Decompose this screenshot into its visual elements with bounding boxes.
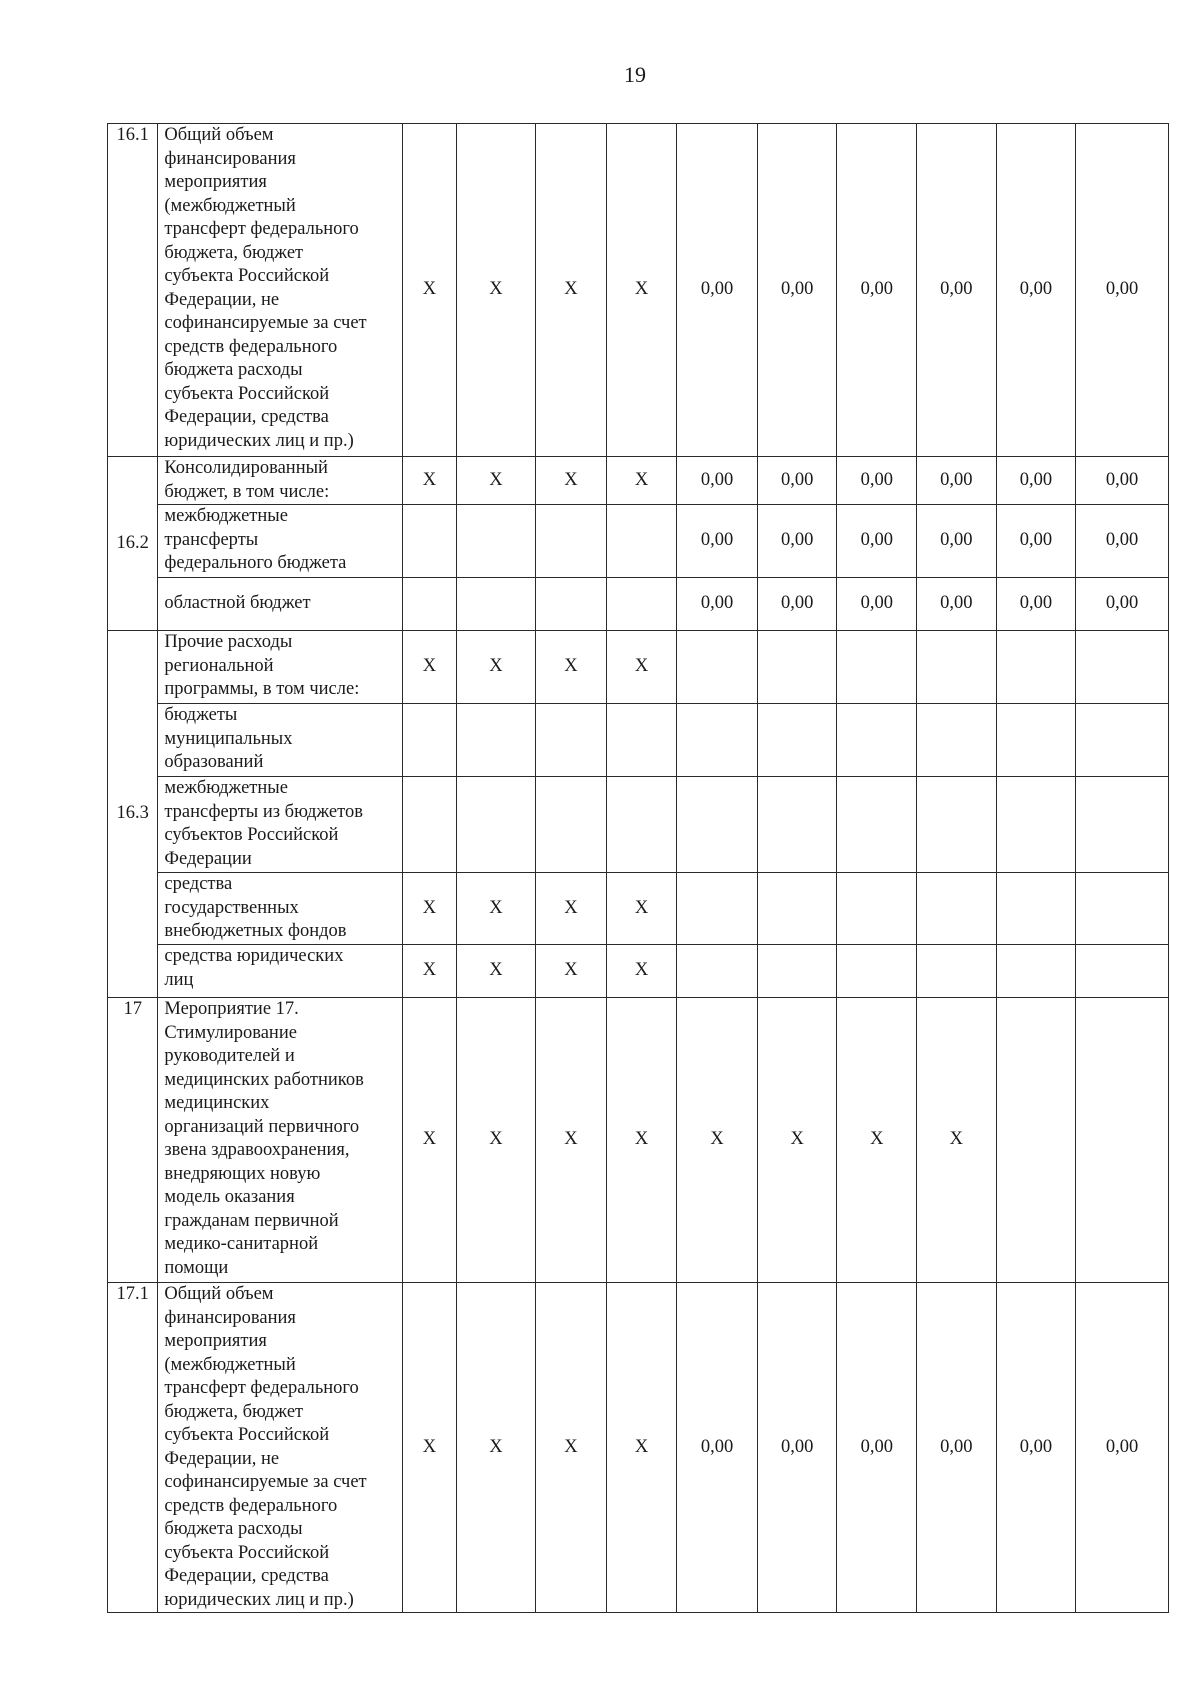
row-description: Прочие расходы региональной программы, в том числе: xyxy=(158,631,403,704)
table-row xyxy=(108,124,1169,457)
value-cell: 0,00 xyxy=(757,505,837,578)
value-cell xyxy=(606,505,677,578)
value-cell: 0,00 xyxy=(837,124,917,457)
value-cell: X xyxy=(456,998,536,1283)
value-cell: X xyxy=(536,1283,607,1613)
value-cell xyxy=(996,998,1076,1283)
value-cell xyxy=(917,631,997,704)
value-cell xyxy=(677,631,758,704)
value-cell: X xyxy=(403,873,456,945)
value-cell: 0,00 xyxy=(917,505,997,578)
value-cell: 0,00 xyxy=(837,505,917,578)
value-cell xyxy=(917,873,997,945)
row-number: 17 xyxy=(108,998,158,1283)
value-cell xyxy=(1076,873,1169,945)
value-cell: X xyxy=(403,998,456,1283)
value-cell: 0,00 xyxy=(837,578,917,631)
value-cell: 0,00 xyxy=(1076,124,1169,457)
financing-table xyxy=(107,123,1169,1613)
table-row xyxy=(108,873,1169,945)
row-description: Мероприятие 17. Стимулирование руководителей и медицинских работников медицинских организаций первичного звена здравоохранения, внедряющих новую модель оказания гражданам первичной медико-санитарной помощи xyxy=(158,998,403,1283)
value-cell: 0,00 xyxy=(1076,457,1169,505)
table-row xyxy=(108,777,1169,873)
value-cell: 0,00 xyxy=(677,505,758,578)
value-cell xyxy=(1076,945,1169,998)
value-cell: 0,00 xyxy=(677,578,758,631)
value-cell xyxy=(536,505,607,578)
value-cell xyxy=(757,873,837,945)
value-cell xyxy=(1076,704,1169,777)
value-cell: X xyxy=(403,457,456,505)
value-cell xyxy=(917,777,997,873)
value-cell xyxy=(837,631,917,704)
value-cell: 0,00 xyxy=(917,457,997,505)
value-cell: X xyxy=(536,124,607,457)
table-row xyxy=(108,578,1169,631)
value-cell: X xyxy=(456,457,536,505)
value-cell xyxy=(837,945,917,998)
value-cell xyxy=(536,578,607,631)
row-number: 16.2 xyxy=(108,457,158,631)
value-cell: X xyxy=(456,124,536,457)
table-row xyxy=(108,998,1169,1283)
table-row xyxy=(108,1283,1169,1613)
value-cell: 0,00 xyxy=(757,1283,837,1613)
row-description: областной бюджет xyxy=(158,578,403,631)
value-cell: X xyxy=(917,998,997,1283)
value-cell xyxy=(677,777,758,873)
value-cell: X xyxy=(606,457,677,505)
row-description: Общий объем финансирования мероприятия (межбюджетный трансферт федерального бюджета, бюджет субъекта Российской Федерации, не софинансируемые за счет средств федерального бюджета расходы субъекта Российской Федерации, средства юридических лиц и пр.) xyxy=(158,124,403,457)
value-cell: 0,00 xyxy=(996,505,1076,578)
table-row xyxy=(108,505,1169,578)
value-cell xyxy=(1076,631,1169,704)
value-cell: 0,00 xyxy=(677,1283,758,1613)
value-cell: X xyxy=(536,945,607,998)
value-cell xyxy=(536,777,607,873)
value-cell xyxy=(456,578,536,631)
value-cell xyxy=(837,777,917,873)
value-cell xyxy=(757,631,837,704)
table-row xyxy=(108,945,1169,998)
row-description: средства юридических лиц xyxy=(158,945,403,998)
value-cell: X xyxy=(403,945,456,998)
value-cell: X xyxy=(536,631,607,704)
value-cell xyxy=(917,704,997,777)
value-cell: 0,00 xyxy=(1076,578,1169,631)
row-description: Общий объем финансирования мероприятия (межбюджетный трансферт федерального бюджета, бюджет субъекта Российской Федерации, не софинансируемые за счет средств федерального бюджета расходы субъекта Российской Федерации, средства юридических лиц и пр.) xyxy=(158,1283,403,1613)
value-cell xyxy=(677,945,758,998)
value-cell xyxy=(996,704,1076,777)
value-cell xyxy=(606,578,677,631)
table-row xyxy=(108,704,1169,777)
row-description: межбюджетные трансферты из бюджетов субъектов Российской Федерации xyxy=(158,777,403,873)
value-cell: X xyxy=(456,945,536,998)
value-cell xyxy=(536,704,607,777)
value-cell: X xyxy=(757,998,837,1283)
value-cell xyxy=(677,873,758,945)
value-cell xyxy=(606,704,677,777)
value-cell: X xyxy=(606,998,677,1283)
value-cell: X xyxy=(536,457,607,505)
row-description: бюджеты муниципальных образований xyxy=(158,704,403,777)
value-cell xyxy=(677,704,758,777)
value-cell xyxy=(996,873,1076,945)
value-cell: X xyxy=(403,631,456,704)
row-description: средства государственных внебюджетных фондов xyxy=(158,873,403,945)
value-cell: X xyxy=(606,1283,677,1613)
value-cell xyxy=(757,777,837,873)
value-cell xyxy=(403,704,456,777)
row-description: Консолидированный бюджет, в том числе: xyxy=(158,457,403,505)
value-cell xyxy=(996,631,1076,704)
value-cell: X xyxy=(606,124,677,457)
value-cell: X xyxy=(456,1283,536,1613)
value-cell: 0,00 xyxy=(996,457,1076,505)
value-cell: X xyxy=(456,873,536,945)
row-number: 17.1 xyxy=(108,1283,158,1613)
value-cell: 0,00 xyxy=(757,124,837,457)
value-cell xyxy=(757,704,837,777)
value-cell: 0,00 xyxy=(677,124,758,457)
row-description: межбюджетные трансферты федерального бюджета xyxy=(158,505,403,578)
value-cell: 0,00 xyxy=(917,1283,997,1613)
value-cell xyxy=(996,945,1076,998)
value-cell: 0,00 xyxy=(837,1283,917,1613)
value-cell xyxy=(403,777,456,873)
value-cell: X xyxy=(677,998,758,1283)
value-cell: 0,00 xyxy=(757,578,837,631)
value-cell: X xyxy=(403,1283,456,1613)
value-cell xyxy=(996,777,1076,873)
row-number: 16.1 xyxy=(108,124,158,457)
value-cell xyxy=(837,873,917,945)
page-number: 19 xyxy=(624,62,646,87)
value-cell: X xyxy=(403,124,456,457)
value-cell: 0,00 xyxy=(996,578,1076,631)
value-cell: 0,00 xyxy=(917,578,997,631)
value-cell: 0,00 xyxy=(1076,1283,1169,1613)
value-cell: 0,00 xyxy=(917,124,997,457)
value-cell: 0,00 xyxy=(677,457,758,505)
value-cell: X xyxy=(837,998,917,1283)
value-cell: X xyxy=(536,873,607,945)
value-cell xyxy=(1076,777,1169,873)
value-cell xyxy=(403,578,456,631)
value-cell: 0,00 xyxy=(837,457,917,505)
value-cell xyxy=(917,945,997,998)
value-cell: 0,00 xyxy=(757,457,837,505)
value-cell: 0,00 xyxy=(1076,505,1169,578)
table-row xyxy=(108,457,1169,505)
value-cell xyxy=(456,505,536,578)
value-cell: X xyxy=(606,873,677,945)
value-cell: 0,00 xyxy=(996,124,1076,457)
value-cell xyxy=(757,945,837,998)
value-cell xyxy=(456,704,536,777)
row-number: 16.3 xyxy=(108,631,158,998)
value-cell xyxy=(1076,998,1169,1283)
value-cell xyxy=(403,505,456,578)
value-cell: X xyxy=(606,631,677,704)
value-cell xyxy=(837,704,917,777)
value-cell: X xyxy=(536,998,607,1283)
value-cell: 0,00 xyxy=(996,1283,1076,1613)
value-cell xyxy=(606,777,677,873)
value-cell: X xyxy=(456,631,536,704)
value-cell xyxy=(456,777,536,873)
table-row xyxy=(108,631,1169,704)
value-cell: X xyxy=(606,945,677,998)
